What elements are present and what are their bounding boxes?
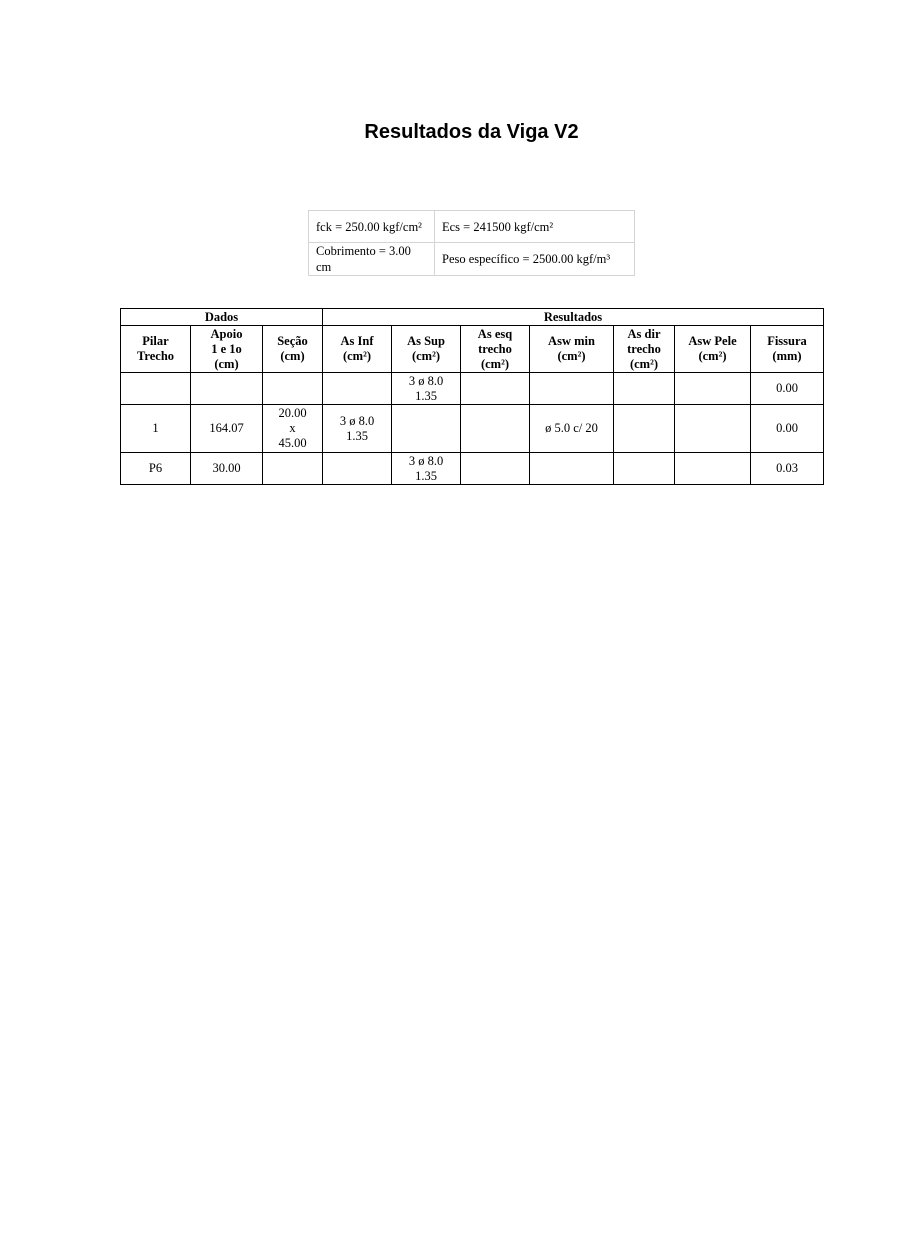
cell-line: 164.07 [209,421,244,435]
cell-pilar-trecho [121,453,191,485]
results-body [121,373,824,485]
cell-line: 1.35 [415,388,437,403]
cell-secao [263,405,323,453]
group-dados: Dados [121,309,323,326]
cell-line: Apoio [210,326,243,341]
cell-as-sup [392,373,461,405]
cell-line: 1.35 [346,428,368,443]
cell-line: (cm) [214,356,239,371]
cell-fissura [751,453,824,485]
ecs-cell: Ecs = 241500 kgf/cm² [435,211,635,243]
cell-as-dir-trecho [614,453,675,485]
cell-line: P6 [148,461,163,475]
fck-cell: fck = 250.00 kgf/cm² [309,211,435,243]
properties-row [309,211,635,243]
cell-line: 3 ø 8.0 [408,373,444,388]
header-as-dir-trecho [614,326,675,373]
cell-line: As Inf [340,334,374,348]
cell-line: Asw Pele [688,334,737,348]
cell-secao [263,373,323,405]
cell-asw-pele [675,405,751,453]
cell-line: (cm) [280,349,305,363]
cell-line: Pilar [142,334,169,348]
cell-asw-pele [675,373,751,405]
table-row [121,373,824,405]
cell-as-dir-trecho [614,405,675,453]
cell-line: x [289,421,296,435]
cell-line: 1 [152,421,159,435]
cell-fissura [751,373,824,405]
cell-apoio [191,453,263,485]
cell-line: 0.00 [776,421,798,435]
cell-apoio [191,405,263,453]
page-title: Resultados da Viga V2 [364,121,579,143]
cell-pilar-trecho [121,405,191,453]
cell-line: trecho [478,341,512,356]
cell-line: Fissura [767,334,807,348]
peso-especifico-cell: Peso específico = 2500.00 kgf/m³ [435,243,635,276]
cell-line: (cm²) [342,349,372,363]
cell-line: 1.35 [415,468,437,483]
results-table [120,308,824,485]
header-secao [263,326,323,373]
cell-line: 20.00 [278,406,307,420]
header-asw-pele [675,326,751,373]
cell-line: (cm²) [629,356,659,371]
cell-as-inf [323,453,392,485]
cell-as-esq-trecho [461,373,530,405]
cell-pilar-trecho [121,373,191,405]
cell-as-esq-trecho [461,405,530,453]
header-fissura [751,326,824,373]
cell-asw-min [530,373,614,405]
cell-line: As dir [627,326,661,341]
header-as-sup [392,326,461,373]
cell-asw-min [530,453,614,485]
cell-asw-min [530,405,614,453]
group-resultados: Resultados [323,309,824,326]
cobrimento-cell: Cobrimento = 3.00 cm [309,243,435,276]
header-as-inf [323,326,392,373]
cell-line: (cm²) [411,349,441,363]
cell-as-sup [392,453,461,485]
cell-as-inf [323,405,392,453]
cell-line: (cm²) [698,349,727,363]
cell-line: Asw min [548,334,595,348]
header-as-esq-trecho [461,326,530,373]
cell-line: 30.00 [212,461,241,475]
cell-line: (mm) [772,349,802,363]
cell-line: 1 e 1o [211,341,242,356]
cell-fissura [751,405,824,453]
column-header-row [121,326,824,373]
cell-line: ø 5.0 c/ 20 [545,421,598,435]
cell-secao [263,453,323,485]
cell-line: 0.03 [776,461,798,475]
group-header-row [121,309,824,326]
header-asw-min [530,326,614,373]
header-pilar-trecho [121,326,191,373]
cell-line: As Sup [407,334,445,348]
table-row [121,453,824,485]
cell-line: As esq [477,326,513,341]
properties-row [309,243,635,276]
cell-line: 3 ø 8.0 [339,413,375,428]
cell-as-esq-trecho [461,453,530,485]
header-apoio [191,326,263,373]
cell-line: 3 ø 8.0 [408,453,444,468]
material-properties-table [308,210,635,276]
cell-line: (cm²) [480,356,510,371]
cell-line: Seção [277,334,308,348]
cell-as-sup [392,405,461,453]
cell-apoio [191,373,263,405]
cell-line: Trecho [136,349,175,363]
cell-asw-pele [675,453,751,485]
cell-line: trecho [627,341,661,356]
cell-as-dir-trecho [614,373,675,405]
cell-line: (cm²) [557,349,586,363]
cell-as-inf [323,373,392,405]
cell-line: 0.00 [776,381,798,395]
table-row [121,405,824,453]
cell-line: 45.00 [278,436,307,450]
